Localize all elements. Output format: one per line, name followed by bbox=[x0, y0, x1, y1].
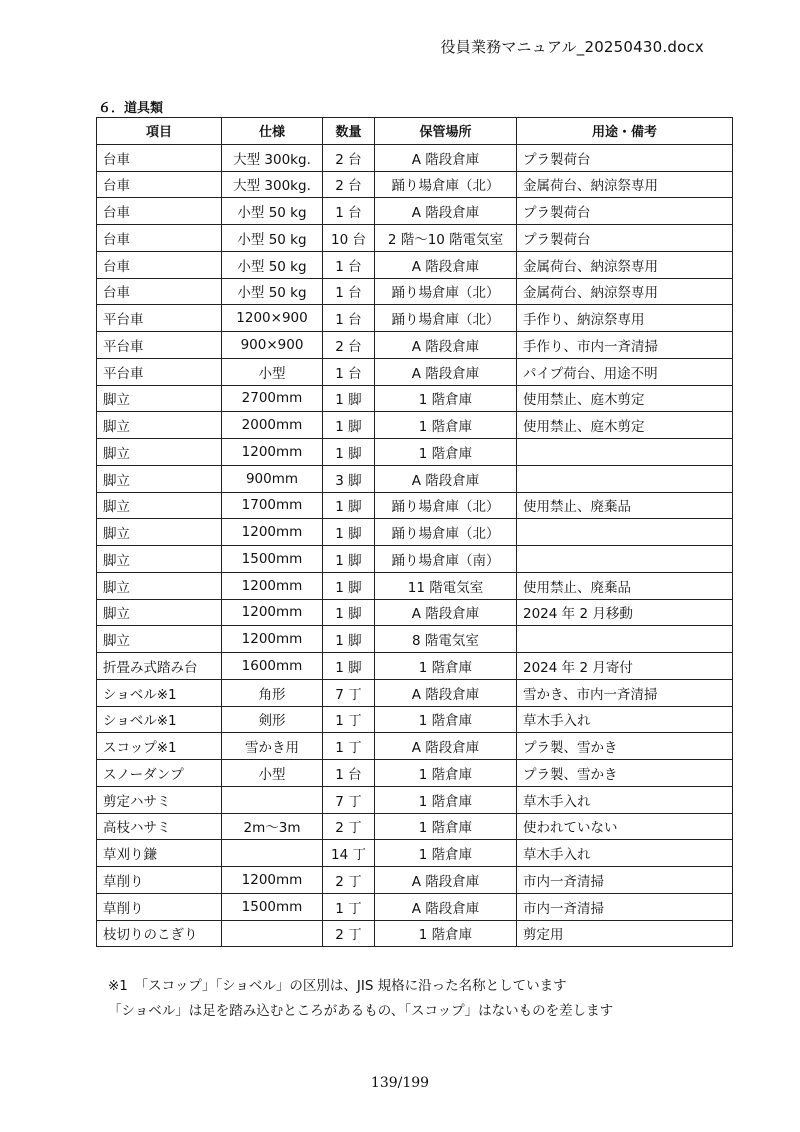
page-number: 139/199 bbox=[370, 1075, 430, 1091]
cell-spec: 1700mm bbox=[222, 492, 323, 519]
footnote-1: ※1 「スコップ」「ショベル」の区別は、JIS 規格に沿った名称としています bbox=[108, 978, 567, 994]
document-filename: 役員業務マニュアル_20250430.docx bbox=[440, 38, 704, 56]
cell-notes: 使われていない bbox=[517, 813, 733, 840]
cell-quantity: 14 丁 bbox=[323, 840, 375, 867]
table-row bbox=[97, 439, 733, 466]
cell-item: ショベル※1 bbox=[97, 679, 222, 706]
cell-item: 平台車 bbox=[97, 305, 222, 332]
table-row bbox=[97, 225, 733, 252]
cell-spec: 1200mm bbox=[222, 867, 323, 894]
cell-item: 台車 bbox=[97, 198, 222, 225]
table-row bbox=[97, 305, 733, 332]
cell-quantity: 3 脚 bbox=[323, 465, 375, 492]
cell-storage: 踊り場倉庫（北） bbox=[375, 492, 517, 519]
cell-item: スノーダンプ bbox=[97, 760, 222, 787]
cell-notes: 市内一斉清掃 bbox=[517, 867, 733, 894]
cell-item: ショベル※1 bbox=[97, 706, 222, 733]
table-row bbox=[97, 840, 733, 867]
cell-notes bbox=[517, 546, 733, 573]
cell-storage: 1 階倉庫 bbox=[375, 385, 517, 412]
table-row bbox=[97, 706, 733, 733]
table-row bbox=[97, 358, 733, 385]
cell-storage: 1 階倉庫 bbox=[375, 920, 517, 947]
cell-item: 台車 bbox=[97, 278, 222, 305]
cell-notes: 草木手入れ bbox=[517, 786, 733, 813]
table-row bbox=[97, 572, 733, 599]
cell-spec: 小型 50 kg bbox=[222, 251, 323, 278]
cell-notes: プラ製荷台 bbox=[517, 198, 733, 225]
cell-spec: 小型 bbox=[222, 358, 323, 385]
table-row bbox=[97, 760, 733, 787]
cell-notes: 手作り、納涼祭専用 bbox=[517, 305, 733, 332]
cell-spec: 小型 50 kg bbox=[222, 225, 323, 252]
cell-notes: プラ製荷台 bbox=[517, 225, 733, 252]
cell-notes: パイプ荷台、用途不明 bbox=[517, 358, 733, 385]
cell-notes bbox=[517, 519, 733, 546]
table-row bbox=[97, 332, 733, 359]
table-row bbox=[97, 786, 733, 813]
cell-quantity: 1 丁 bbox=[323, 893, 375, 920]
cell-item: 脚立 bbox=[97, 439, 222, 466]
cell-quantity: 2 丁 bbox=[323, 867, 375, 894]
footnotes bbox=[108, 974, 613, 1024]
cell-storage: A 階段倉庫 bbox=[375, 358, 517, 385]
cell-notes: プラ製、雪かき bbox=[517, 733, 733, 760]
footnote-2: 「ショベル」は足を踏み込むところがあるもの、「スコップ」はないものを差します bbox=[108, 1003, 614, 1019]
cell-storage: 11 階電気室 bbox=[375, 572, 517, 599]
cell-quantity: 1 脚 bbox=[323, 519, 375, 546]
table-row bbox=[97, 653, 733, 680]
table-row bbox=[97, 492, 733, 519]
table-row bbox=[97, 867, 733, 894]
cell-item: 高枝ハサミ bbox=[97, 813, 222, 840]
cell-quantity: 1 脚 bbox=[323, 492, 375, 519]
table-row bbox=[97, 920, 733, 947]
tools-table bbox=[96, 117, 733, 947]
cell-spec: 1500mm bbox=[222, 893, 323, 920]
column-header-notes: 用途・備考 bbox=[517, 118, 733, 145]
table-row bbox=[97, 546, 733, 573]
cell-notes bbox=[517, 626, 733, 653]
cell-quantity: 1 台 bbox=[323, 760, 375, 787]
cell-spec: 雪かき用 bbox=[222, 733, 323, 760]
cell-storage: 1 階倉庫 bbox=[375, 840, 517, 867]
cell-quantity: 1 脚 bbox=[323, 653, 375, 680]
cell-quantity: 2 台 bbox=[323, 171, 375, 198]
cell-item: 台車 bbox=[97, 144, 222, 171]
cell-spec: 900mm bbox=[222, 465, 323, 492]
table-row bbox=[97, 465, 733, 492]
cell-spec: 1200mm bbox=[222, 439, 323, 466]
cell-spec: 大型 300kg. bbox=[222, 171, 323, 198]
cell-spec: 小型 50 kg bbox=[222, 198, 323, 225]
cell-spec: 1600mm bbox=[222, 653, 323, 680]
cell-quantity: 1 丁 bbox=[323, 706, 375, 733]
cell-item: 草削り bbox=[97, 867, 222, 894]
cell-item: 草刈り鎌 bbox=[97, 840, 222, 867]
cell-item: 台車 bbox=[97, 225, 222, 252]
cell-notes: 草木手入れ bbox=[517, 706, 733, 733]
cell-quantity: 1 丁 bbox=[323, 733, 375, 760]
cell-notes bbox=[517, 465, 733, 492]
cell-notes: 使用禁止、廃棄品 bbox=[517, 492, 733, 519]
cell-notes: プラ製、雪かき bbox=[517, 760, 733, 787]
cell-item: 台車 bbox=[97, 251, 222, 278]
cell-storage: A 階段倉庫 bbox=[375, 599, 517, 626]
cell-storage: 1 階倉庫 bbox=[375, 813, 517, 840]
cell-spec: 2700mm bbox=[222, 385, 323, 412]
cell-quantity: 1 脚 bbox=[323, 412, 375, 439]
cell-storage: 1 階倉庫 bbox=[375, 760, 517, 787]
cell-quantity: 10 台 bbox=[323, 225, 375, 252]
cell-storage: A 階段倉庫 bbox=[375, 893, 517, 920]
cell-item: 脚立 bbox=[97, 519, 222, 546]
cell-notes: 使用禁止、廃棄品 bbox=[517, 572, 733, 599]
cell-item: 台車 bbox=[97, 171, 222, 198]
cell-storage: A 階段倉庫 bbox=[375, 144, 517, 171]
table-row bbox=[97, 171, 733, 198]
cell-spec: 角形 bbox=[222, 679, 323, 706]
cell-quantity: 7 丁 bbox=[323, 679, 375, 706]
cell-item: 脚立 bbox=[97, 546, 222, 573]
cell-quantity: 1 台 bbox=[323, 305, 375, 332]
cell-quantity: 1 台 bbox=[323, 278, 375, 305]
cell-notes: 雪かき、市内一斉清掃 bbox=[517, 679, 733, 706]
cell-notes bbox=[517, 439, 733, 466]
cell-spec: 1500mm bbox=[222, 546, 323, 573]
cell-item: 脚立 bbox=[97, 465, 222, 492]
column-header-quantity: 数量 bbox=[323, 118, 375, 145]
cell-storage: A 階段倉庫 bbox=[375, 679, 517, 706]
cell-spec: 1200mm bbox=[222, 519, 323, 546]
cell-quantity: 2 台 bbox=[323, 144, 375, 171]
table-header-row bbox=[97, 118, 733, 145]
cell-storage: 2 階～10 階電気室 bbox=[375, 225, 517, 252]
cell-storage: A 階段倉庫 bbox=[375, 465, 517, 492]
cell-quantity: 1 台 bbox=[323, 251, 375, 278]
cell-item: 平台車 bbox=[97, 358, 222, 385]
cell-storage: A 階段倉庫 bbox=[375, 332, 517, 359]
cell-spec: 1200mm bbox=[222, 626, 323, 653]
cell-storage: 1 階倉庫 bbox=[375, 653, 517, 680]
cell-item: 折畳み式踏み台 bbox=[97, 653, 222, 680]
cell-storage: 踊り場倉庫（北） bbox=[375, 278, 517, 305]
cell-spec bbox=[222, 840, 323, 867]
tools-table-body bbox=[97, 144, 733, 947]
table-row bbox=[97, 599, 733, 626]
table-row bbox=[97, 519, 733, 546]
cell-item: 脚立 bbox=[97, 492, 222, 519]
cell-quantity: 1 脚 bbox=[323, 439, 375, 466]
cell-item: 脚立 bbox=[97, 572, 222, 599]
cell-quantity: 1 脚 bbox=[323, 546, 375, 573]
cell-quantity: 2 台 bbox=[323, 332, 375, 359]
cell-item: 脚立 bbox=[97, 626, 222, 653]
table-row bbox=[97, 385, 733, 412]
cell-notes: 使用禁止、庭木剪定 bbox=[517, 385, 733, 412]
cell-storage: 1 階倉庫 bbox=[375, 439, 517, 466]
cell-item: 脚立 bbox=[97, 385, 222, 412]
cell-notes: 金属荷台、納涼祭専用 bbox=[517, 171, 733, 198]
cell-spec: 小型 bbox=[222, 760, 323, 787]
cell-spec: 1200×900 bbox=[222, 305, 323, 332]
cell-spec: 2000mm bbox=[222, 412, 323, 439]
cell-spec: 剣形 bbox=[222, 706, 323, 733]
cell-storage: 踊り場倉庫（北） bbox=[375, 519, 517, 546]
cell-item: 脚立 bbox=[97, 599, 222, 626]
cell-item: 剪定ハサミ bbox=[97, 786, 222, 813]
table-row bbox=[97, 679, 733, 706]
column-header-storage: 保管場所 bbox=[375, 118, 517, 145]
cell-quantity: 1 脚 bbox=[323, 385, 375, 412]
table-row bbox=[97, 144, 733, 171]
cell-spec: 2m～3m bbox=[222, 813, 323, 840]
table-row bbox=[97, 278, 733, 305]
cell-spec: 大型 300kg. bbox=[222, 144, 323, 171]
cell-notes: 2024 年 2 月移動 bbox=[517, 599, 733, 626]
table-row bbox=[97, 893, 733, 920]
cell-notes: 金属荷台、納涼祭専用 bbox=[517, 278, 733, 305]
table-row bbox=[97, 251, 733, 278]
cell-quantity: 1 脚 bbox=[323, 626, 375, 653]
cell-notes: 草木手入れ bbox=[517, 840, 733, 867]
cell-storage: A 階段倉庫 bbox=[375, 198, 517, 225]
table-row bbox=[97, 626, 733, 653]
cell-notes: 使用禁止、庭木剪定 bbox=[517, 412, 733, 439]
column-header-item: 項目 bbox=[97, 118, 222, 145]
cell-quantity: 2 丁 bbox=[323, 920, 375, 947]
cell-storage: 1 階倉庫 bbox=[375, 786, 517, 813]
cell-storage: A 階段倉庫 bbox=[375, 867, 517, 894]
cell-quantity: 2 丁 bbox=[323, 813, 375, 840]
cell-storage: A 階段倉庫 bbox=[375, 733, 517, 760]
cell-notes: 2024 年 2 月寄付 bbox=[517, 653, 733, 680]
section-title: ６．道具類 bbox=[98, 101, 164, 116]
column-header-spec: 仕様 bbox=[222, 118, 323, 145]
cell-spec: 小型 50 kg bbox=[222, 278, 323, 305]
cell-quantity: 1 脚 bbox=[323, 572, 375, 599]
cell-spec: 1200mm bbox=[222, 599, 323, 626]
cell-spec bbox=[222, 920, 323, 947]
cell-spec bbox=[222, 786, 323, 813]
cell-quantity: 1 台 bbox=[323, 198, 375, 225]
cell-item: 脚立 bbox=[97, 412, 222, 439]
cell-storage: 8 階電気室 bbox=[375, 626, 517, 653]
cell-spec: 900×900 bbox=[222, 332, 323, 359]
cell-notes: 金属荷台、納涼祭専用 bbox=[517, 251, 733, 278]
cell-notes: 市内一斉清掃 bbox=[517, 893, 733, 920]
cell-quantity: 1 脚 bbox=[323, 599, 375, 626]
cell-storage: A 階段倉庫 bbox=[375, 251, 517, 278]
cell-quantity: 1 台 bbox=[323, 358, 375, 385]
cell-storage: 踊り場倉庫（北） bbox=[375, 305, 517, 332]
cell-quantity: 7 丁 bbox=[323, 786, 375, 813]
cell-item: 枝切りのこぎり bbox=[97, 920, 222, 947]
cell-item: 平台車 bbox=[97, 332, 222, 359]
cell-storage: 踊り場倉庫（南） bbox=[375, 546, 517, 573]
table-row bbox=[97, 412, 733, 439]
cell-notes: プラ製荷台 bbox=[517, 144, 733, 171]
cell-notes: 剪定用 bbox=[517, 920, 733, 947]
table-row bbox=[97, 198, 733, 225]
cell-storage: 踊り場倉庫（北） bbox=[375, 171, 517, 198]
table-row bbox=[97, 813, 733, 840]
cell-notes: 手作り、市内一斉清掃 bbox=[517, 332, 733, 359]
table-row bbox=[97, 733, 733, 760]
cell-storage: 1 階倉庫 bbox=[375, 412, 517, 439]
cell-spec: 1200mm bbox=[222, 572, 323, 599]
cell-item: 草削り bbox=[97, 893, 222, 920]
cell-storage: 1 階倉庫 bbox=[375, 706, 517, 733]
cell-item: スコップ※1 bbox=[97, 733, 222, 760]
